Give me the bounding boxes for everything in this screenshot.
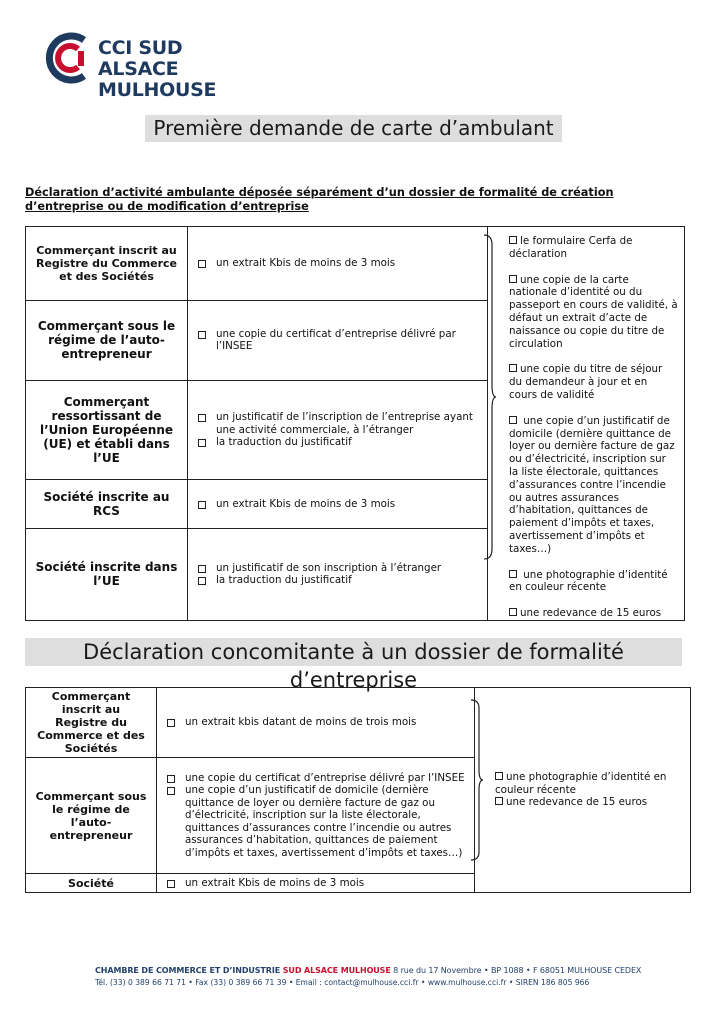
checkbox-icon (509, 364, 517, 372)
checkbox-icon (198, 439, 206, 447)
row-items (157, 688, 475, 758)
section1-table (25, 226, 685, 621)
cci-logo (44, 32, 264, 101)
cci-logo-text (98, 38, 264, 101)
list-item: une redevance de 15 euros (495, 796, 684, 809)
list-item: une photographie d’identité en couleur récente (509, 568, 668, 594)
checklist-item: une copie du certificat d’entreprise délivré par l’INSEE (216, 328, 479, 353)
row-label: Société inscrite au RCS (26, 479, 188, 528)
checkbox-icon (509, 275, 517, 283)
list-item: une copie de la carte nationale d’identité ou du passeport en cours de validité, à défaut un extrait d’acte de naissance ou copie du titre de circulation (509, 273, 678, 350)
list-item: une redevance de 15 euros (509, 607, 678, 620)
cci-logo-mark-icon (44, 32, 90, 84)
checklist-item: la traduction du justificatif (216, 436, 479, 449)
checkbox-icon (509, 416, 517, 424)
common-requirements (475, 688, 691, 893)
checkbox-icon (509, 608, 517, 616)
table-row (26, 227, 685, 301)
checkbox-icon (167, 719, 175, 727)
list-item: une copie du titre de séjour du demandeur à jour et en cours de validité (509, 363, 663, 401)
row-label: Commerçant sous le régime de l’auto-entrepreneur (26, 300, 188, 380)
curly-brace-icon (482, 233, 498, 561)
checkbox-icon (509, 570, 517, 578)
checkbox-icon (198, 577, 206, 585)
row-items (188, 227, 488, 301)
checklist-item: une copie d’un justificatif de domicile (dernière quittance de loyer ou dernière facture de gaz ou d’électricité, inscription sur la liste électorale, quittances d’assurances contre l’incendie ou autres assurances d’habitation, quittances de paiement d’impôts et taxes, avertissement d’impôts et taxes…) (185, 784, 466, 859)
row-items (188, 529, 488, 621)
row-label: Commerçant inscrit au Registre du Commerce et des Sociétés (26, 227, 188, 301)
checkbox-icon (495, 772, 503, 780)
checkbox-icon (167, 880, 175, 888)
checklist-item: une copie du certificat d’entreprise délivré par l’INSEE (185, 772, 466, 785)
logo-sud-alsace: SUD ALSACE (98, 37, 183, 80)
row-items (188, 380, 488, 479)
row-label: Société inscrite dans l’UE (26, 529, 188, 621)
list-item: une photographie d’identité en couleur récente (495, 770, 667, 796)
checklist-item: un extrait Kbis de moins de 3 mois (216, 257, 479, 270)
section1-title: Première demande de carte d’ambulant (145, 115, 562, 142)
checkbox-icon (198, 565, 206, 573)
checkbox-icon (495, 797, 503, 805)
row-items (188, 300, 488, 380)
table-row (26, 688, 691, 758)
common-requirements (488, 227, 685, 621)
checkbox-icon (198, 501, 206, 509)
footer-contact: Tél. (33) 0 389 66 71 71 • Fax (33) 0 389 66 71 39 • Email : contact@mulhouse.cci.fr • www.mulhouse.cci.fr • SIREN 186 805 966 (95, 978, 590, 987)
list-item: le formulaire Cerfa de déclaration (509, 235, 633, 260)
checklist-item: un extrait Kbis de moins de 3 mois (216, 498, 479, 511)
checkbox-icon (167, 787, 175, 795)
row-label: Commerçant ressortissant de l’Union Européenne (UE) et établi dans l’UE (26, 380, 188, 479)
section2-table (25, 687, 691, 893)
row-items (157, 758, 475, 874)
checkbox-icon (509, 236, 517, 244)
checklist-item: un justificatif de l’inscription de l’entreprise ayant une activité commerciale, à l’étranger (216, 411, 479, 436)
logo-mulhouse: MULHOUSE (98, 79, 217, 101)
checklist-item: un extrait Kbis de moins de 3 mois (185, 877, 466, 890)
checklist-item: un extrait kbis datant de moins de trois mois (185, 716, 466, 729)
row-items (157, 874, 475, 893)
checklist-item: la traduction du justificatif (216, 574, 479, 587)
logo-cci: CCI (98, 37, 133, 59)
footer (95, 966, 642, 987)
checkbox-icon (198, 260, 206, 268)
list-item: une copie d’un justificatif de domicile (dernière quittance de loyer ou dernière facture de gaz ou d’électricité, inscription sur la liste électorale, quittances d’assurances contre l’incendie ou autres assurances d’habitation, quittances de paiement d’impôts et taxes, avertissement d’impôts et taxes…) (509, 414, 675, 555)
footer-address: CHAMBRE DE COMMERCE ET D’INDUSTRIE SUD ALSACE MULHOUSE 8 rue du 17 Novembre • BP 1088 • F 68051 MULHOUSE CEDEX (95, 966, 642, 975)
row-label: Commerçant inscrit au Registre du Commerce et des Sociétés (26, 688, 157, 758)
curly-brace-icon (469, 698, 485, 862)
checkbox-icon (198, 414, 206, 422)
row-label: Société (26, 874, 157, 893)
section2-title: Déclaration concomitante à un dossier de formalité d’entreprise (25, 638, 682, 666)
row-items (188, 479, 488, 528)
section1-subtitle: Déclaration d’activité ambulante déposée séparément d’un dossier de formalité de création d’entreprise ou de modification d’entreprise (25, 186, 614, 213)
checkbox-icon (167, 775, 175, 783)
checklist-item: un justificatif de son inscription à l’étranger (216, 562, 479, 575)
row-label: Commerçant sous le régime de l’auto-entrepreneur (26, 758, 157, 874)
checkbox-icon (198, 331, 206, 339)
